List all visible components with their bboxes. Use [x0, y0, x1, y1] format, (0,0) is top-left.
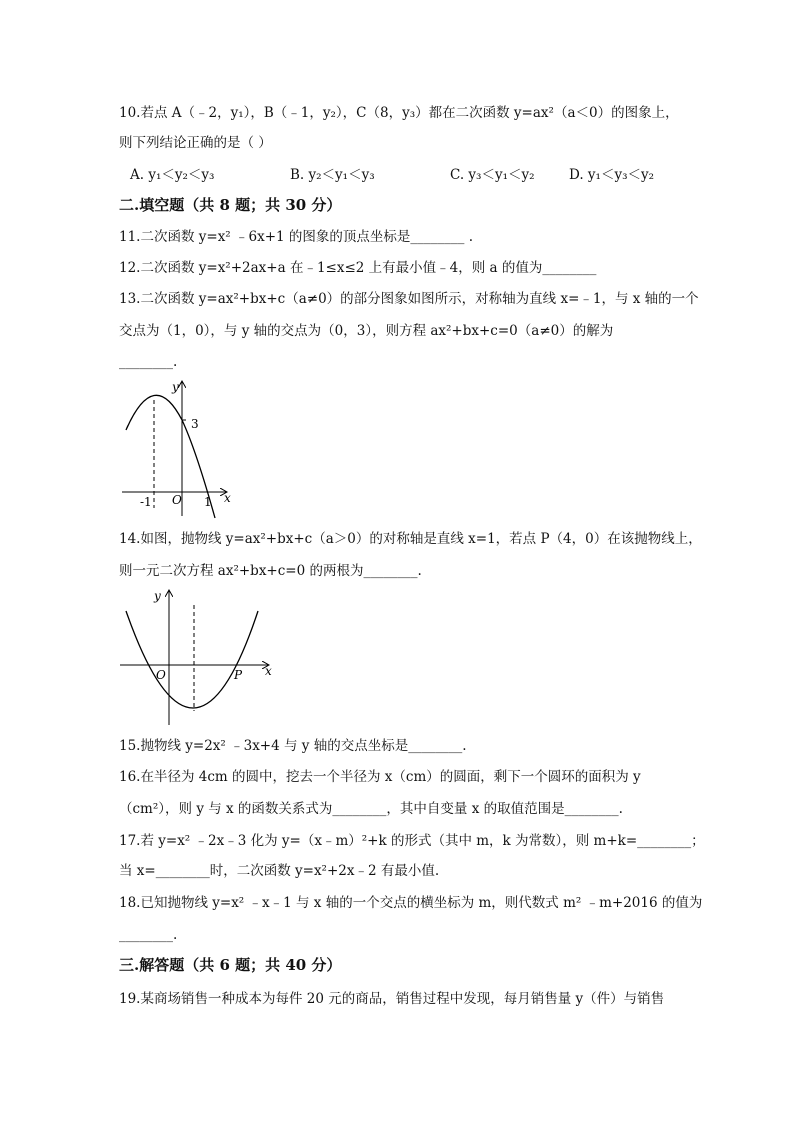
q12: 12.二次函数 y=x²+2ax+a 在﹣1≤x≤2 上有最小值﹣4，则 a 的值为________	[119, 260, 597, 276]
q14-line1: 14.如图，抛物线 y=ax²+bx+c（a＞0）的对称轴是直线 x=1，若点 P（4，0）在该抛物线上，	[119, 531, 702, 547]
q10-line2: 则下列结论正确的是（ ）	[119, 135, 272, 151]
q16-line1: 16.在半径为 4cm 的圆中，挖去一个半径为 x（cm）的圆面，剩下一个圆环的面积为 y	[119, 769, 641, 785]
label-3: 3	[191, 417, 199, 431]
q10-option-d: D. y₁＜y₃＜y₂	[569, 167, 655, 183]
q13-line1: 13.二次函数 y=ax²+bx+c（a≠0）的部分图象如图所示，对称轴为直线 x=﹣1，与 x 轴的一个	[119, 291, 699, 307]
graph-q14	[118, 585, 278, 730]
q10-line1: 10.若点 A（﹣2，y₁），B（﹣1，y₂），C（8，y₃）都在二次函数 y=ax²（a＜0）的图象上，	[119, 105, 679, 121]
x-axis-label: x	[224, 491, 231, 505]
y-axis-label: y	[154, 589, 161, 603]
label-1: 1	[204, 495, 212, 509]
x-axis-label: x	[265, 664, 272, 678]
q15: 15.抛物线 y=2x² ﹣3x+4 与 y 轴的交点坐标是________.	[119, 738, 467, 754]
q11: 11.二次函数 y=x² ﹣6x+1 的图象的顶点坐标是________ .	[119, 229, 473, 245]
origin-label: O	[172, 493, 182, 507]
q13-line2: 交点为（1，0），与 y 轴的交点为（0，3），则方程 ax²+bx+c=0（a≠0）的解为	[119, 323, 614, 339]
q18-line1: 18.已知抛物线 y=x² ﹣x﹣1 与 x 轴的一个交点的横坐标为 m，则代数式 m² ﹣m+2016 的值为	[119, 895, 703, 911]
y-axis-label: y	[172, 380, 179, 394]
graph-q13	[118, 378, 248, 520]
parabola	[126, 611, 258, 708]
label-neg1: -1	[140, 495, 152, 509]
q17-line2: 当 x=________时，二次函数 y=x²+2x﹣2 有最小值.	[119, 863, 440, 879]
q13-line3: ________.	[119, 354, 178, 370]
point-p-label: P	[234, 668, 243, 682]
q14-line2: 则一元二次方程 ax²+bx+c=0 的两根为________.	[119, 563, 422, 579]
q10-option-b: B. y₂＜y₁＜y₃	[290, 167, 375, 183]
q18-line2: ________.	[119, 927, 178, 943]
q19-line1: 19.某商场销售一种成本为每件 20 元的商品，销售过程中发现，每月销售量 y（件）与销售	[119, 991, 665, 1007]
q10-option-a: A. y₁＜y₂＜y₃	[130, 167, 215, 183]
q16-line2: （cm²），则 y 与 x 的函数关系式为________，其中自变量 x 的取值范围是________.	[119, 801, 623, 817]
section-3-heading: 三.解答题（共 6 题；共 40 分）	[119, 956, 342, 974]
origin-label: O	[156, 668, 166, 682]
q17-line1: 17.若 y=x² ﹣2x﹣3 化为 y=（x﹣m）²+k 的形式（其中 m，k 为常数），则 m+k=________；	[119, 833, 705, 849]
q10-option-c: C. y₃＜y₁＜y₂	[450, 167, 535, 183]
section-2-heading: 二.填空题（共 8 题；共 30 分）	[119, 196, 342, 214]
